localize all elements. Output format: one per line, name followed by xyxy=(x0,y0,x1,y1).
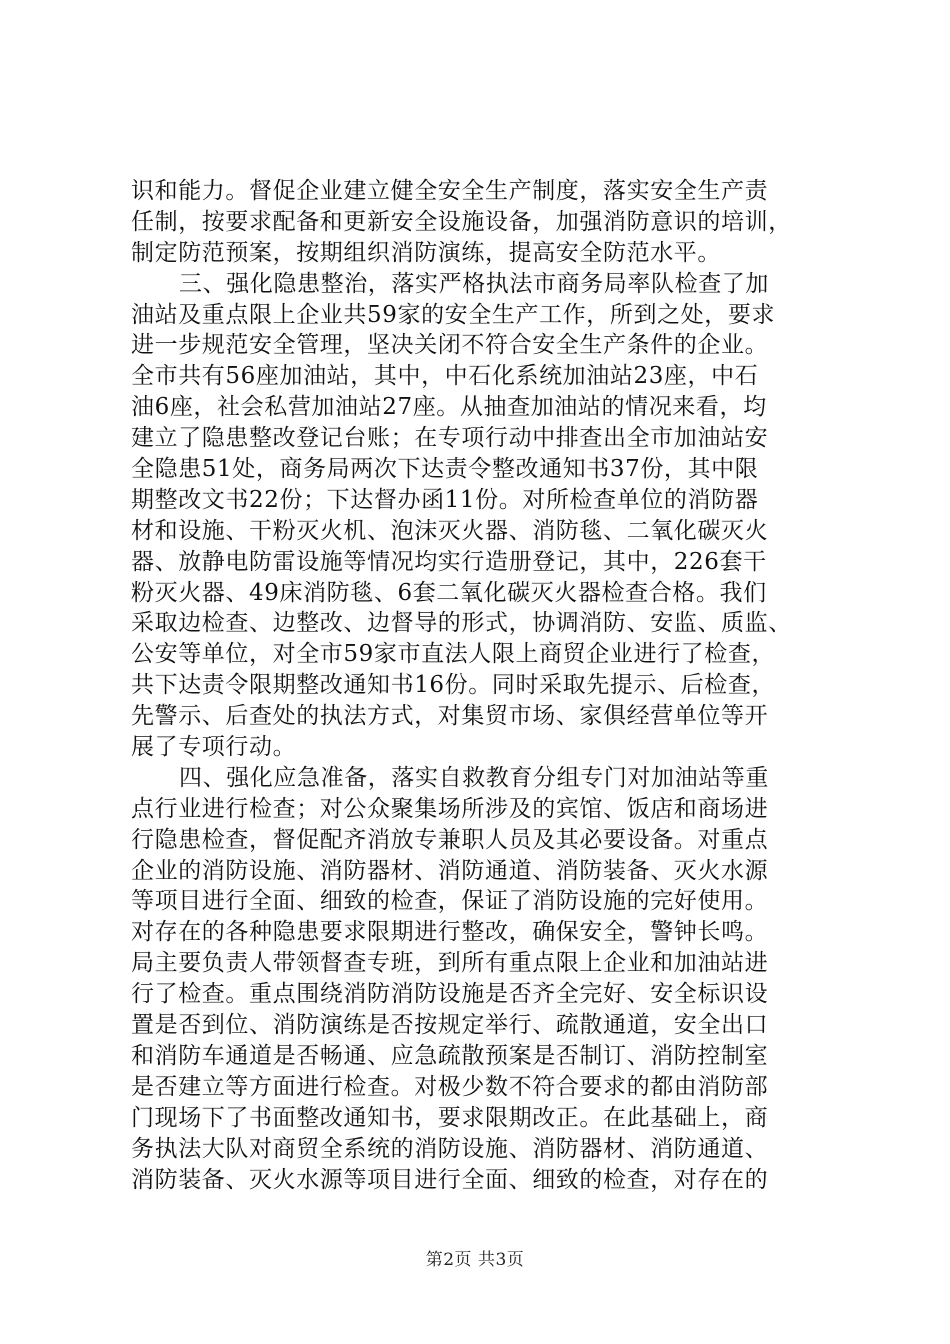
body-text xyxy=(131,176,831,1195)
page-number-footer: 第2页 共3页 xyxy=(425,1250,525,1270)
text-line: 企业的消防设施、消防器材、消防通道、消防装备、灭火水源 xyxy=(131,857,769,884)
text-line: 等项目进行全面、细致的检查，保证了消防设施的完好使用。 xyxy=(131,888,769,915)
text-line: 消防装备、灭火水源等项目进行全面、细致的检查，对存在的 xyxy=(131,1166,769,1193)
text-line: 油6座，社会私营加油站27座。从抽查加油站的情况来看，均 xyxy=(131,394,767,421)
section-three-heading-line: 三、强化隐患整治，落实严格执法市商务局率队检查了加 xyxy=(179,270,769,297)
text-line: 任制，按要求配备和更新安全设施设备，加强消防意识的培训， xyxy=(131,208,792,235)
section-four-heading-line: 四、强化应急准备，落实自救教育分组专门对加油站等重 xyxy=(179,764,769,791)
text-line: 粉灭火器、49床消防毯、6套二氧化碳灭火器检查合格。我们 xyxy=(131,579,767,606)
text-line: 全市共有56座加油站，其中，中石化系统加油站23座，中石 xyxy=(131,363,759,390)
text-line: 公安等单位，对全市59家市直法人限上商贸企业进行了检查， xyxy=(131,641,776,668)
text-line: 共下达责令限期整改通知书16份。同时采取先提示、后检查， xyxy=(131,672,776,699)
text-line: 制定防范预案，按期组织消防演练，提高安全防范水平。 xyxy=(131,239,721,266)
text-line: 行了检查。重点围绕消防消防设施是否齐全完好、安全标识设 xyxy=(131,981,769,1008)
text-line: 行隐患检查，督促配齐消放专兼职人员及其必要设备。对重点 xyxy=(131,826,769,853)
text-line: 对存在的各种隐患要求限期进行整改，确保安全，警钟长鸣。 xyxy=(131,919,769,946)
text-line: 进一步规范安全管理，坚决关闭不符合安全生产条件的企业。 xyxy=(131,332,769,359)
text-line: 识和能力。督促企业建立健全安全生产制度，落实安全生产责 xyxy=(131,178,769,204)
text-line: 材和设施、干粉灭火机、泡沫灭火器、消防毯、二氧化碳灭火 xyxy=(131,517,769,544)
text-line: 建立了隐患整改登记台账；在专项行动中排查出全市加油站安 xyxy=(131,425,769,452)
text-line: 点行业进行检查；对公众聚集场所涉及的宾馆、饭店和商场进 xyxy=(131,795,769,822)
text-line: 展了专项行动。 xyxy=(131,734,297,761)
text-line: 是否建立等方面进行检查。对极少数不符合要求的都由消防部 xyxy=(131,1073,769,1100)
text-line: 局主要负责人带领督查专班，到所有重点限上企业和加油站进 xyxy=(131,950,769,977)
text-line: 务执法大队对商贸全系统的消防设施、消防器材、消防通道、 xyxy=(131,1135,769,1162)
text-line: 和消防车通道是否畅通、应急疏散预案是否制订、消防控制室 xyxy=(131,1042,769,1069)
text-line: 门现场下了书面整改通知书，要求限期改正。在此基础上，商 xyxy=(131,1104,769,1131)
text-line: 先警示、后查处的执法方式，对集贸市场、家俱经营单位等开 xyxy=(131,703,769,730)
text-line: 器、放静电防雷设施等情况均实行造册登记，其中，226套干 xyxy=(131,548,767,575)
text-line: 采取边检查、边整改、边督导的形式，协调消防、安监、质监、 xyxy=(131,610,792,637)
text-line: 全隐患51处，商务局两次下达责令整改通知书37份，其中限 xyxy=(131,456,759,483)
text-line: 期整改文书22份；下达督办函11份。对所检查单位的消防器 xyxy=(131,486,759,513)
text-line: 置是否到位、消防演练是否按规定举行、疏散通道，安全出口 xyxy=(131,1012,769,1039)
text-line: 油站及重点限上企业共59家的安全生产工作，所到之处，要求 xyxy=(131,301,776,328)
